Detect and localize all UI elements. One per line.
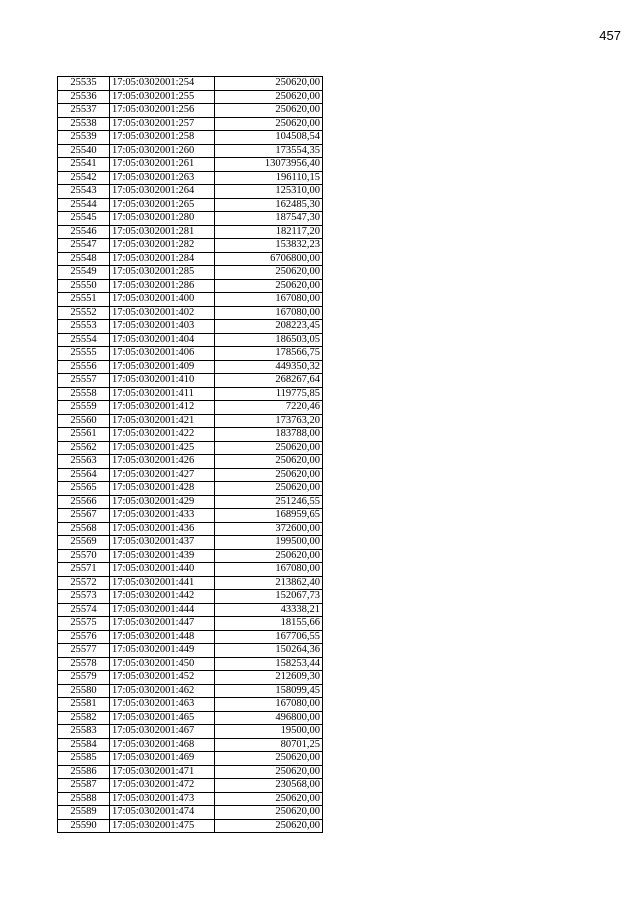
- value-cell: 250620,00: [215, 765, 323, 779]
- row-number-cell: 25588: [58, 792, 110, 806]
- row-number-cell: 25554: [58, 333, 110, 347]
- row-number-cell: 25579: [58, 671, 110, 685]
- table-row: [58, 90, 323, 104]
- table-row: [58, 104, 323, 118]
- value-cell: 150264,36: [215, 644, 323, 658]
- table-row: [58, 387, 323, 401]
- row-number-cell: 25539: [58, 131, 110, 145]
- cadastral-number-cell: 17:05:0302001:261: [110, 158, 215, 172]
- row-number-cell: 25577: [58, 644, 110, 658]
- table-row: [58, 711, 323, 725]
- table-row: [58, 590, 323, 604]
- value-cell: 168959,65: [215, 509, 323, 523]
- table-row: [58, 401, 323, 415]
- value-cell: 496800,00: [215, 711, 323, 725]
- value-cell: 250620,00: [215, 441, 323, 455]
- table-row: [58, 360, 323, 374]
- table-row: [58, 617, 323, 631]
- row-number-cell: 25547: [58, 239, 110, 253]
- value-cell: 167080,00: [215, 293, 323, 307]
- table-row: [58, 806, 323, 820]
- cadastral-number-cell: 17:05:0302001:444: [110, 603, 215, 617]
- cadastral-number-cell: 17:05:0302001:428: [110, 482, 215, 496]
- cadastral-number-cell: 17:05:0302001:264: [110, 185, 215, 199]
- row-number-cell: 25550: [58, 279, 110, 293]
- cadastral-number-cell: 17:05:0302001:471: [110, 765, 215, 779]
- row-number-cell: 25564: [58, 468, 110, 482]
- value-cell: 250620,00: [215, 90, 323, 104]
- value-cell: 182117,20: [215, 225, 323, 239]
- row-number-cell: 25572: [58, 576, 110, 590]
- value-cell: 250620,00: [215, 752, 323, 766]
- cadastral-number-cell: 17:05:0302001:281: [110, 225, 215, 239]
- cadastral-number-cell: 17:05:0302001:436: [110, 522, 215, 536]
- cadastral-number-cell: 17:05:0302001:285: [110, 266, 215, 280]
- row-number-cell: 25584: [58, 738, 110, 752]
- row-number-cell: 25542: [58, 171, 110, 185]
- row-number-cell: 25574: [58, 603, 110, 617]
- row-number-cell: 25555: [58, 347, 110, 361]
- row-number-cell: 25587: [58, 779, 110, 793]
- cadastral-number-cell: 17:05:0302001:255: [110, 90, 215, 104]
- cadastral-number-cell: 17:05:0302001:441: [110, 576, 215, 590]
- cadastral-number-cell: 17:05:0302001:437: [110, 536, 215, 550]
- cadastral-number-cell: 17:05:0302001:427: [110, 468, 215, 482]
- value-cell: 6706800,00: [215, 252, 323, 266]
- table-row: [58, 144, 323, 158]
- cadastral-number-cell: 17:05:0302001:440: [110, 563, 215, 577]
- table-row: [58, 333, 323, 347]
- row-number-cell: 25589: [58, 806, 110, 820]
- table-row: [58, 482, 323, 496]
- value-cell: 449350,32: [215, 360, 323, 374]
- table-row: [58, 347, 323, 361]
- row-number-cell: 25558: [58, 387, 110, 401]
- table-row: [58, 779, 323, 793]
- value-cell: 125310,00: [215, 185, 323, 199]
- table-row: [58, 212, 323, 226]
- row-number-cell: 25581: [58, 698, 110, 712]
- table-row: [58, 752, 323, 766]
- row-number-cell: 25563: [58, 455, 110, 469]
- value-cell: 183788,00: [215, 428, 323, 442]
- row-number-cell: 25556: [58, 360, 110, 374]
- row-number-cell: 25576: [58, 630, 110, 644]
- table-row: [58, 77, 323, 91]
- value-cell: 208223,45: [215, 320, 323, 334]
- table-row: [58, 441, 323, 455]
- table-row: [58, 171, 323, 185]
- table-row: [58, 819, 323, 833]
- value-cell: 196110,15: [215, 171, 323, 185]
- value-cell: 372600,00: [215, 522, 323, 536]
- cadastral-number-cell: 17:05:0302001:400: [110, 293, 215, 307]
- row-number-cell: 25578: [58, 657, 110, 671]
- row-number-cell: 25566: [58, 495, 110, 509]
- row-number-cell: 25560: [58, 414, 110, 428]
- table-row: [58, 158, 323, 172]
- row-number-cell: 25569: [58, 536, 110, 550]
- row-number-cell: 25559: [58, 401, 110, 415]
- value-cell: 19500,00: [215, 725, 323, 739]
- cadastral-number-cell: 17:05:0302001:463: [110, 698, 215, 712]
- row-number-cell: 25590: [58, 819, 110, 833]
- row-number-cell: 25565: [58, 482, 110, 496]
- value-cell: 250620,00: [215, 819, 323, 833]
- table-row: [58, 239, 323, 253]
- value-cell: 178566,75: [215, 347, 323, 361]
- row-number-cell: 25541: [58, 158, 110, 172]
- value-cell: 186503,05: [215, 333, 323, 347]
- value-cell: 153832,23: [215, 239, 323, 253]
- cadastral-number-cell: 17:05:0302001:449: [110, 644, 215, 658]
- row-number-cell: 25552: [58, 306, 110, 320]
- cadastral-number-cell: 17:05:0302001:467: [110, 725, 215, 739]
- table-row: [58, 320, 323, 334]
- cadastral-number-cell: 17:05:0302001:402: [110, 306, 215, 320]
- value-cell: 250620,00: [215, 482, 323, 496]
- row-number-cell: 25553: [58, 320, 110, 334]
- cadastral-value-table: [57, 76, 323, 833]
- table-row: [58, 576, 323, 590]
- table-row: [58, 185, 323, 199]
- value-cell: 250620,00: [215, 266, 323, 280]
- row-number-cell: 25568: [58, 522, 110, 536]
- value-cell: 43338,21: [215, 603, 323, 617]
- row-number-cell: 25543: [58, 185, 110, 199]
- table-row: [58, 374, 323, 388]
- table-row: [58, 738, 323, 752]
- table-row: [58, 117, 323, 131]
- cadastral-number-cell: 17:05:0302001:280: [110, 212, 215, 226]
- cadastral-number-cell: 17:05:0302001:474: [110, 806, 215, 820]
- value-cell: 7220,46: [215, 401, 323, 415]
- value-cell: 167080,00: [215, 563, 323, 577]
- row-number-cell: 25538: [58, 117, 110, 131]
- table-row: [58, 266, 323, 280]
- cadastral-number-cell: 17:05:0302001:409: [110, 360, 215, 374]
- table-row: [58, 684, 323, 698]
- value-cell: 152067,73: [215, 590, 323, 604]
- value-cell: 250620,00: [215, 792, 323, 806]
- value-cell: 199500,00: [215, 536, 323, 550]
- cadastral-number-cell: 17:05:0302001:265: [110, 198, 215, 212]
- cadastral-number-cell: 17:05:0302001:462: [110, 684, 215, 698]
- value-cell: 212609,30: [215, 671, 323, 685]
- value-cell: 158099,45: [215, 684, 323, 698]
- table-row: [58, 468, 323, 482]
- cadastral-number-cell: 17:05:0302001:448: [110, 630, 215, 644]
- row-number-cell: 25585: [58, 752, 110, 766]
- table-row: [58, 630, 323, 644]
- cadastral-number-cell: 17:05:0302001:254: [110, 77, 215, 91]
- row-number-cell: 25582: [58, 711, 110, 725]
- cadastral-number-cell: 17:05:0302001:425: [110, 441, 215, 455]
- cadastral-number-cell: 17:05:0302001:284: [110, 252, 215, 266]
- cadastral-number-cell: 17:05:0302001:403: [110, 320, 215, 334]
- cadastral-number-cell: 17:05:0302001:406: [110, 347, 215, 361]
- table-row: [58, 131, 323, 145]
- value-cell: 18155,66: [215, 617, 323, 631]
- table-row: [58, 414, 323, 428]
- table-row: [58, 428, 323, 442]
- cadastral-number-cell: 17:05:0302001:256: [110, 104, 215, 118]
- table-row: [58, 698, 323, 712]
- value-cell: 167080,00: [215, 306, 323, 320]
- row-number-cell: 25549: [58, 266, 110, 280]
- cadastral-number-cell: 17:05:0302001:257: [110, 117, 215, 131]
- row-number-cell: 25545: [58, 212, 110, 226]
- table-row: [58, 765, 323, 779]
- value-cell: 250620,00: [215, 806, 323, 820]
- value-cell: 250620,00: [215, 104, 323, 118]
- value-cell: 167080,00: [215, 698, 323, 712]
- cadastral-number-cell: 17:05:0302001:412: [110, 401, 215, 415]
- table-row: [58, 225, 323, 239]
- value-cell: 250620,00: [215, 77, 323, 91]
- table-row: [58, 603, 323, 617]
- cadastral-number-cell: 17:05:0302001:447: [110, 617, 215, 631]
- row-number-cell: 25580: [58, 684, 110, 698]
- row-number-cell: 25567: [58, 509, 110, 523]
- cadastral-number-cell: 17:05:0302001:475: [110, 819, 215, 833]
- value-cell: 173763,20: [215, 414, 323, 428]
- cadastral-number-cell: 17:05:0302001:472: [110, 779, 215, 793]
- row-number-cell: 25536: [58, 90, 110, 104]
- table-row: [58, 495, 323, 509]
- cadastral-number-cell: 17:05:0302001:450: [110, 657, 215, 671]
- cadastral-number-cell: 17:05:0302001:404: [110, 333, 215, 347]
- value-cell: 80701,25: [215, 738, 323, 752]
- table-row: [58, 198, 323, 212]
- table-row: [58, 293, 323, 307]
- cadastral-number-cell: 17:05:0302001:410: [110, 374, 215, 388]
- row-number-cell: 25561: [58, 428, 110, 442]
- value-cell: 268267,64: [215, 374, 323, 388]
- value-cell: 250620,00: [215, 117, 323, 131]
- row-number-cell: 25575: [58, 617, 110, 631]
- table-row: [58, 644, 323, 658]
- value-cell: 187547,30: [215, 212, 323, 226]
- row-number-cell: 25537: [58, 104, 110, 118]
- value-cell: 158253,44: [215, 657, 323, 671]
- value-cell: 173554,35: [215, 144, 323, 158]
- cadastral-number-cell: 17:05:0302001:452: [110, 671, 215, 685]
- value-cell: 162485,30: [215, 198, 323, 212]
- page-number: 457: [599, 28, 621, 43]
- value-cell: 13073956,40: [215, 158, 323, 172]
- value-cell: 251246,55: [215, 495, 323, 509]
- cadastral-number-cell: 17:05:0302001:468: [110, 738, 215, 752]
- table-row: [58, 252, 323, 266]
- value-cell: 230568,00: [215, 779, 323, 793]
- table-row: [58, 536, 323, 550]
- table-row: [58, 657, 323, 671]
- row-number-cell: 25562: [58, 441, 110, 455]
- table-row: [58, 279, 323, 293]
- table-row: [58, 306, 323, 320]
- table-row: [58, 792, 323, 806]
- table-row: [58, 549, 323, 563]
- table-row: [58, 671, 323, 685]
- row-number-cell: 25548: [58, 252, 110, 266]
- table-row: [58, 509, 323, 523]
- row-number-cell: 25571: [58, 563, 110, 577]
- value-cell: 213862,40: [215, 576, 323, 590]
- table-row: [58, 563, 323, 577]
- row-number-cell: 25551: [58, 293, 110, 307]
- table-body: [58, 77, 323, 833]
- cadastral-number-cell: 17:05:0302001:258: [110, 131, 215, 145]
- row-number-cell: 25573: [58, 590, 110, 604]
- cadastral-number-cell: 17:05:0302001:439: [110, 549, 215, 563]
- row-number-cell: 25583: [58, 725, 110, 739]
- value-cell: 250620,00: [215, 549, 323, 563]
- row-number-cell: 25544: [58, 198, 110, 212]
- cadastral-number-cell: 17:05:0302001:429: [110, 495, 215, 509]
- cadastral-number-cell: 17:05:0302001:422: [110, 428, 215, 442]
- row-number-cell: 25557: [58, 374, 110, 388]
- value-cell: 119775,85: [215, 387, 323, 401]
- table-row: [58, 725, 323, 739]
- cadastral-number-cell: 17:05:0302001:282: [110, 239, 215, 253]
- value-cell: 167706,55: [215, 630, 323, 644]
- cadastral-number-cell: 17:05:0302001:263: [110, 171, 215, 185]
- cadastral-number-cell: 17:05:0302001:426: [110, 455, 215, 469]
- cadastral-number-cell: 17:05:0302001:473: [110, 792, 215, 806]
- value-cell: 250620,00: [215, 455, 323, 469]
- cadastral-number-cell: 17:05:0302001:421: [110, 414, 215, 428]
- cadastral-number-cell: 17:05:0302001:469: [110, 752, 215, 766]
- cadastral-number-cell: 17:05:0302001:260: [110, 144, 215, 158]
- table-row: [58, 522, 323, 536]
- cadastral-number-cell: 17:05:0302001:286: [110, 279, 215, 293]
- value-cell: 104508,54: [215, 131, 323, 145]
- row-number-cell: 25535: [58, 77, 110, 91]
- cadastral-number-cell: 17:05:0302001:442: [110, 590, 215, 604]
- row-number-cell: 25586: [58, 765, 110, 779]
- value-cell: 250620,00: [215, 468, 323, 482]
- cadastral-number-cell: 17:05:0302001:465: [110, 711, 215, 725]
- cadastral-number-cell: 17:05:0302001:411: [110, 387, 215, 401]
- cadastral-number-cell: 17:05:0302001:433: [110, 509, 215, 523]
- row-number-cell: 25570: [58, 549, 110, 563]
- table-row: [58, 455, 323, 469]
- row-number-cell: 25540: [58, 144, 110, 158]
- row-number-cell: 25546: [58, 225, 110, 239]
- value-cell: 250620,00: [215, 279, 323, 293]
